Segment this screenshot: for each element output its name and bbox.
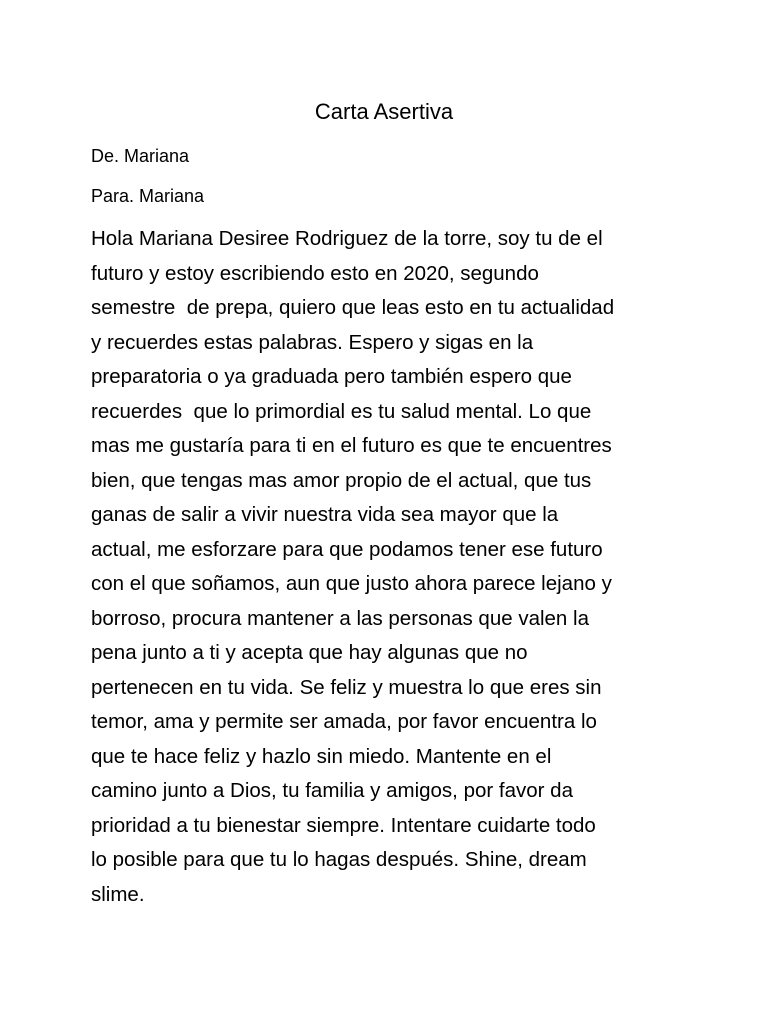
recipient-line: Para. Mariana bbox=[91, 186, 205, 206]
body-line: camino junto a Dios, tu familia y amigos, por favor da bbox=[91, 779, 573, 802]
letter-body bbox=[91, 222, 711, 912]
body-line: borroso, procura mantener a las personas que valen la bbox=[91, 606, 589, 630]
body-line: y recuerdes estas palabras. Espero y sigas en la bbox=[91, 330, 534, 354]
body-line: pertenecen en tu vida. Se feliz y muestra lo que eres sin bbox=[91, 675, 602, 699]
body-line: ganas de salir a vivir nuestra vida sea mayor que la bbox=[91, 503, 559, 526]
body-line: temor, ama y permite ser amada, por favor encuentra lo bbox=[91, 710, 597, 733]
body-line: con el que soñamos, aun que justo ahora parece lejano y bbox=[91, 572, 612, 595]
body-line: Hola Mariana Desiree Rodriguez de la torre, soy tu de el bbox=[91, 227, 603, 250]
body-line: semestre de prepa, quiero que leas esto en tu actualidad bbox=[91, 296, 615, 319]
body-line: recuerdes que lo primordial es tu salud mental. Lo que bbox=[91, 399, 592, 423]
body-line: bien, que tengas mas amor propio de el actual, que tus bbox=[91, 468, 592, 492]
body-line: futuro y estoy escribiendo esto en 2020, segundo bbox=[91, 261, 539, 285]
body-line: preparatoria o ya graduada pero también espero que bbox=[91, 365, 572, 388]
sender-line: De. Mariana bbox=[91, 146, 190, 166]
body-line: lo posible para que tu lo hagas después. Shine, dream bbox=[91, 848, 587, 871]
body-line: actual, me esforzare para que podamos tener ese futuro bbox=[91, 537, 603, 561]
body-line: que te hace feliz y hazlo sin miedo. Mantente en el bbox=[91, 744, 552, 768]
body-line: slime. bbox=[91, 882, 145, 906]
body-line: pena junto a ti y acepta que hay algunas que no bbox=[91, 641, 528, 664]
body-line: mas me gustaría para ti en el futuro es que te encuentres bbox=[91, 434, 612, 457]
body-line: prioridad a tu bienestar siempre. Intentare cuidarte todo bbox=[91, 813, 596, 837]
document-title: Carta Asertiva bbox=[314, 99, 454, 124]
